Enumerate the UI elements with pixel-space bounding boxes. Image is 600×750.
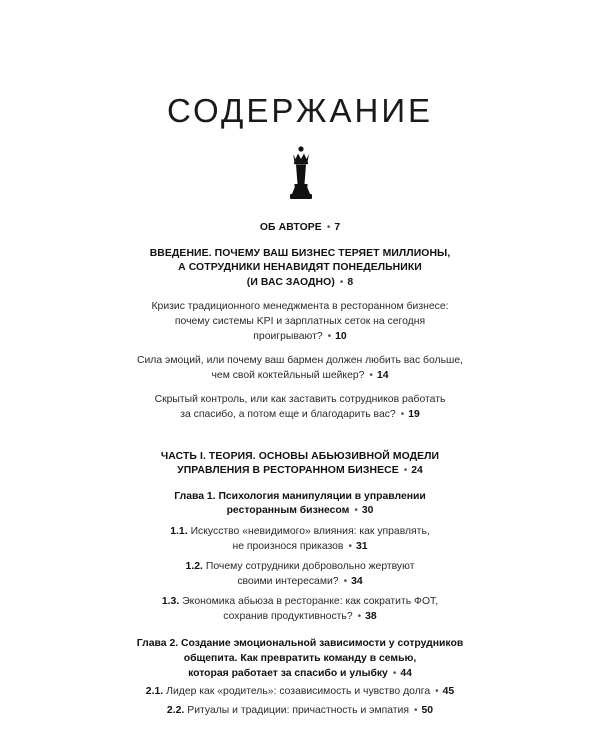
separator-dot: • [403,465,408,477]
page-number: 19 [408,408,420,420]
table-of-contents [0,221,600,718]
page-number: 24 [411,465,423,477]
separator-dot: • [327,330,332,342]
separator-dot: • [435,686,439,698]
toc-entry-line: ресторанным бизнесом [226,505,350,517]
page-number: 44 [400,667,412,679]
toc-entry-line: общепита. Как превратить команду в семью, [183,653,417,665]
page-number: 31 [355,540,368,552]
toc-entry-line: (И ВАС ЗАОДНО) [246,276,335,288]
page-number: 8 [347,276,354,288]
page-number: 10 [335,330,347,342]
page-number: 14 [376,369,389,381]
section-number: 1.3. [161,596,180,608]
section-number: 1.1. [170,525,188,537]
separator-dot: • [326,222,331,233]
page-number: 30 [361,505,374,517]
toc-entry-section[interactable] [0,595,600,624]
toc-entry-intro-section[interactable] [0,354,600,383]
toc-entry-intro-section[interactable] [0,393,600,422]
section-number: 2.1. [145,686,164,698]
toc-entry-line: чем свой коктейльный шейкер? [211,369,365,381]
toc-entry-line: ЧАСТЬ I. ТЕОРИЯ. ОСНОВЫ АБЬЮЗИВНОЙ МОДЕЛИ [160,450,440,462]
page-number: 45 [442,686,455,698]
separator-dot: • [357,610,362,622]
page-number: 7 [334,222,341,233]
separator-dot: • [400,408,405,420]
toc-entry-section[interactable] [0,560,600,589]
toc-entry-line: Ритуалы и традиции: причастность и эмпатия [187,704,409,716]
toc-entry-line: Лидер как «родитель»: созависимость и чувство долга [166,686,431,698]
toc-entry-line: за спасибо, а потом еще и благодарить вас? [180,408,396,420]
separator-dot: • [369,369,373,381]
page-title: СОДЕРЖАНИЕ [166,92,434,129]
page-number: 50 [421,704,434,716]
toc-entry-line: Кризис традиционного менеджмента в ресторанном бизнесе: [151,301,449,313]
toc-entry-line: А СОТРУДНИКИ НЕНАВИДЯТ ПОНЕДЕЛЬНИКИ [178,262,422,274]
toc-entry-introduction[interactable] [0,247,600,291]
toc-entry-line: которая работает за спасибо и улыбку [188,667,388,679]
toc-entry-line: своими интересами? [237,575,339,587]
section-number: 1.2. [185,561,203,573]
toc-entry-intro-section[interactable] [0,300,600,344]
toc-entry-line: Искусство «невидимого» влияния: как управлять, [190,525,430,537]
toc-entry-about-author[interactable] [0,221,600,236]
toc-entry-line: почему системы KPI и зарплатных сеток на сегодня [174,315,426,327]
separator-dot: • [348,540,352,552]
toc-entry-line: Экономика абьюза в ресторанке: как сократить ФОТ, [182,596,439,608]
toc-entry-line: Сила эмоций, или почему ваш бармен должен любить вас больше, [136,355,464,367]
separator-dot: • [339,276,344,288]
page-number: 38 [365,610,377,622]
toc-entry-line: сохранив продуктивность? [223,610,353,622]
toc-entry-line: Скрытый контроль, или как заставить сотрудников работать [154,394,446,406]
toc-entry-label: ОБ АВТОРЕ [259,222,322,233]
toc-entry-line: ВВЕДЕНИЕ. ПОЧЕМУ ВАШ БИЗНЕС ТЕРЯЕТ МИЛЛИОНЫ, [149,247,451,259]
toc-entry-section[interactable] [0,525,600,554]
toc-entry-line: Глава 1. Психология манипуляции в управлении [174,490,426,502]
page-number: 34 [351,575,363,587]
chess-queen-icon [286,146,316,202]
toc-entry-line: Глава 2. Создание эмоциональной зависимости у сотрудников [136,638,464,650]
separator-dot: • [343,575,348,587]
toc-entry-section[interactable] [0,704,600,719]
toc-entry-line: Почему сотрудники добровольно жертвуют [205,561,415,573]
toc-entry-line: проигрывают? [253,330,323,342]
separator-dot: • [354,505,358,517]
toc-entry-line: не произнося приказов [232,540,344,552]
toc-entry-section[interactable] [0,685,600,700]
separator-dot: • [392,667,397,679]
toc-entry-chapter-1[interactable] [0,490,600,519]
toc-entry-chapter-2[interactable] [0,637,600,681]
section-number: 2.2. [166,704,185,716]
toc-entry-line: УПРАВЛЕНИЯ В РЕСТОРАННОМ БИЗНЕСЕ [177,465,399,477]
separator-dot: • [414,704,418,716]
toc-entry-part-1[interactable] [0,450,600,479]
